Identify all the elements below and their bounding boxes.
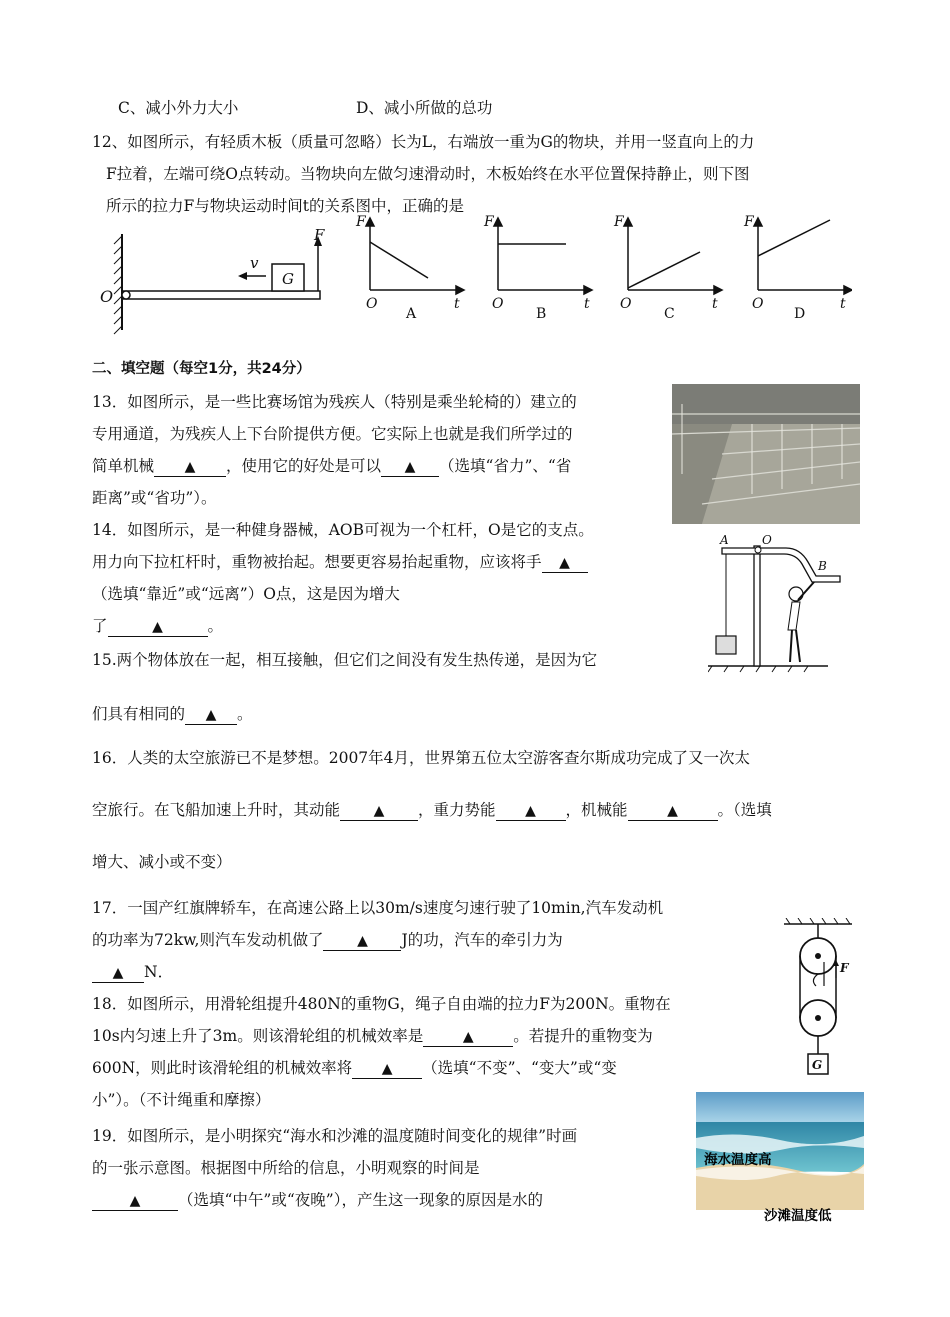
sand-temp-label: 沙滩温度低 bbox=[764, 1208, 832, 1224]
graph-d-label: D bbox=[794, 306, 806, 322]
q19-line3 bbox=[92, 1190, 543, 1211]
graph-c-f: F bbox=[614, 214, 624, 230]
q13-line2: 专用通道，为残疾人上下台阶提供方便。它实际上也就是我们所学过的 bbox=[92, 425, 573, 443]
graph-a-o: O bbox=[366, 296, 378, 312]
q14-line3: （选填“靠近”或“远离”）O点，这是因为增大 bbox=[92, 585, 400, 603]
q16-blank-3[interactable]: ▲ bbox=[628, 802, 718, 821]
fitness-figure bbox=[708, 532, 854, 678]
q12-line1: 12、如图所示，有轻质木板（质量可忽略）长为L，右端放一重为G的物块，并用一竖直向上的力 bbox=[92, 133, 755, 151]
q14-blank-1[interactable]: ▲ bbox=[542, 554, 588, 573]
q14-line2-text: 用力向下拉杠杆时，重物被抬起。想要更容易抬起重物，应该将手 bbox=[92, 553, 542, 571]
q18-line4: 小”）。（不计绳重和摩擦） bbox=[92, 1091, 271, 1109]
q16-blank-1[interactable]: ▲ bbox=[340, 802, 418, 821]
q12-line3: 所示的拉力F与物块运动时间t的关系图中，正确的是 bbox=[106, 197, 464, 215]
board bbox=[122, 291, 320, 299]
q18-line2 bbox=[92, 1026, 653, 1047]
q14-line4 bbox=[92, 616, 223, 637]
q11-option-c: C、减小外力大小 bbox=[118, 99, 239, 117]
q16-line2 bbox=[92, 800, 772, 821]
q13-blank-1[interactable]: ▲ bbox=[154, 458, 226, 477]
q16-line2-a: 空旅行。在飞船加速上升时，其动能 bbox=[92, 801, 341, 819]
q18-line2-b: 。若提升的重物变为 bbox=[513, 1027, 653, 1045]
q11-option-d: D、减小所做的总功 bbox=[356, 99, 493, 117]
q17-line2 bbox=[92, 930, 563, 951]
q16-line2-c: ，机械能 bbox=[565, 801, 628, 819]
q19-blank[interactable]: ▲ bbox=[92, 1192, 178, 1211]
fig14-a: A bbox=[720, 533, 729, 547]
sea-temp-label: 海水温度高 bbox=[704, 1152, 772, 1168]
q19-line1: 19．如图所示，是小明探究“海水和沙滩的温度随时间变化的规律”时画 bbox=[92, 1127, 578, 1145]
q17-line2-b: J的功，汽车的牵引力为 bbox=[401, 931, 563, 949]
lever-g: G bbox=[282, 270, 294, 288]
fig14-b: B bbox=[818, 559, 827, 573]
q12-line2: F拉着，左端可绕O点转动。当物块向左做匀速滑动时，木板始终在水平位置保持静止，则下图 bbox=[106, 165, 750, 183]
q17-line1: 17．一国产红旗牌轿车，在高速公路上以30m/s速度匀速行驶了10min,汽车发动机 bbox=[92, 899, 664, 917]
q17-blank-1[interactable]: ▲ bbox=[323, 932, 401, 951]
fig18-f: F bbox=[840, 961, 849, 975]
q18-line3-a: 600N，则此时该滑轮组的机械效率将 bbox=[92, 1059, 353, 1077]
graph-d-f: F bbox=[744, 214, 754, 230]
graph-d-t: t bbox=[840, 296, 846, 312]
q19-line2: 的一张示意图。根据图中所给的信息，小明观察的时间是 bbox=[92, 1159, 480, 1177]
q14-line4-b: 。 bbox=[207, 617, 224, 635]
q14-blank-2[interactable]: ▲ bbox=[108, 618, 208, 637]
graph-c-label: C bbox=[664, 306, 675, 322]
q16-line3: 增大、减小或不变） bbox=[92, 853, 232, 871]
q14-line2 bbox=[92, 552, 588, 573]
lever-figure bbox=[100, 222, 332, 338]
q18-line3 bbox=[92, 1058, 617, 1079]
graph-b-t: t bbox=[584, 296, 590, 312]
q13-line4: 距离”或“省功”）。 bbox=[92, 489, 217, 507]
fig18-g: G bbox=[812, 1058, 823, 1072]
q16-line1: 16．人类的太空旅游已不是梦想。2007年4月，世界第五位太空游客查尔斯成功完成了又一次太 bbox=[92, 749, 751, 767]
q13-line3 bbox=[92, 456, 571, 477]
section-title bbox=[92, 358, 311, 379]
graph-b-label: B bbox=[536, 306, 547, 322]
q18-blank-1[interactable]: ▲ bbox=[423, 1028, 513, 1047]
q14-line1: 14．如图所示，是一种健身器械，AOB可视为一个杠杆，O是它的支点。 bbox=[92, 521, 594, 539]
q18-line1: 18．如图所示，用滑轮组提升480N的重物G，绳子自由端的拉力F为200N。重物在 bbox=[92, 995, 671, 1013]
q15-line2-b: 。 bbox=[237, 705, 253, 723]
q13-line3-b: ，使用它的好处是可以 bbox=[226, 457, 382, 475]
q13-line3-c: （选填“省力”、“省 bbox=[439, 457, 572, 475]
q15-blank[interactable]: ▲ bbox=[185, 706, 237, 725]
section-title-text: 二、填空题（每空1分，共24分） bbox=[92, 361, 311, 377]
q16-blank-2[interactable]: ▲ bbox=[496, 802, 566, 821]
q13-line3-a: 简单机械 bbox=[92, 457, 155, 475]
q19-line3-a: （选填“中午”或“夜晚”），产生这一现象的原因是水的 bbox=[178, 1191, 543, 1209]
q15-line1: 15.两个物体放在一起，相互接触，但它们之间没有发生热传递，是因为它 bbox=[92, 651, 598, 669]
q18-blank-2[interactable]: ▲ bbox=[352, 1060, 422, 1079]
q17-line2-a: 的功率为72kw,则汽车发动机做了 bbox=[92, 931, 324, 949]
graph-d-o: O bbox=[752, 296, 764, 312]
q17-line3 bbox=[92, 962, 173, 983]
q13-blank-2[interactable]: ▲ bbox=[381, 458, 439, 477]
pulley-figure bbox=[780, 918, 856, 1086]
q13-line1: 13．如图所示，是一些比赛场馆为残疾人（特别是乘坐轮椅的）建立的 bbox=[92, 393, 577, 411]
pivot bbox=[122, 291, 130, 299]
ramp-photo bbox=[672, 384, 860, 524]
q15-line2 bbox=[92, 704, 253, 725]
graph-a-label: A bbox=[406, 306, 417, 322]
beach-figure bbox=[696, 1092, 864, 1222]
lever-v: v bbox=[250, 254, 259, 272]
lever-o: O bbox=[100, 287, 114, 306]
q16-line2-b: ，重力势能 bbox=[418, 801, 496, 819]
graph-options bbox=[352, 212, 852, 324]
q15-line2-a: 们具有相同的 bbox=[92, 705, 186, 723]
graph-c-o: O bbox=[620, 296, 632, 312]
q16-line2-d: 。（选填 bbox=[717, 801, 772, 819]
q17-blank-2[interactable]: ▲ bbox=[92, 964, 144, 983]
graph-c-t: t bbox=[712, 296, 718, 312]
q17-line3-text: N． bbox=[144, 963, 174, 981]
q18-line2-a: 10s内匀速上升了3m。则该滑轮组的机械效率是 bbox=[92, 1027, 424, 1045]
graph-a-f: F bbox=[356, 214, 366, 230]
lever-f: F bbox=[314, 226, 325, 244]
q14-line4-a: 了 bbox=[92, 617, 108, 635]
graph-a-t: t bbox=[454, 296, 460, 312]
graph-b-o: O bbox=[492, 296, 504, 312]
graph-b-f: F bbox=[484, 214, 494, 230]
q18-line3-b: （选填“不变”、“变大”或“变 bbox=[422, 1059, 617, 1077]
fig14-o: O bbox=[762, 533, 772, 547]
